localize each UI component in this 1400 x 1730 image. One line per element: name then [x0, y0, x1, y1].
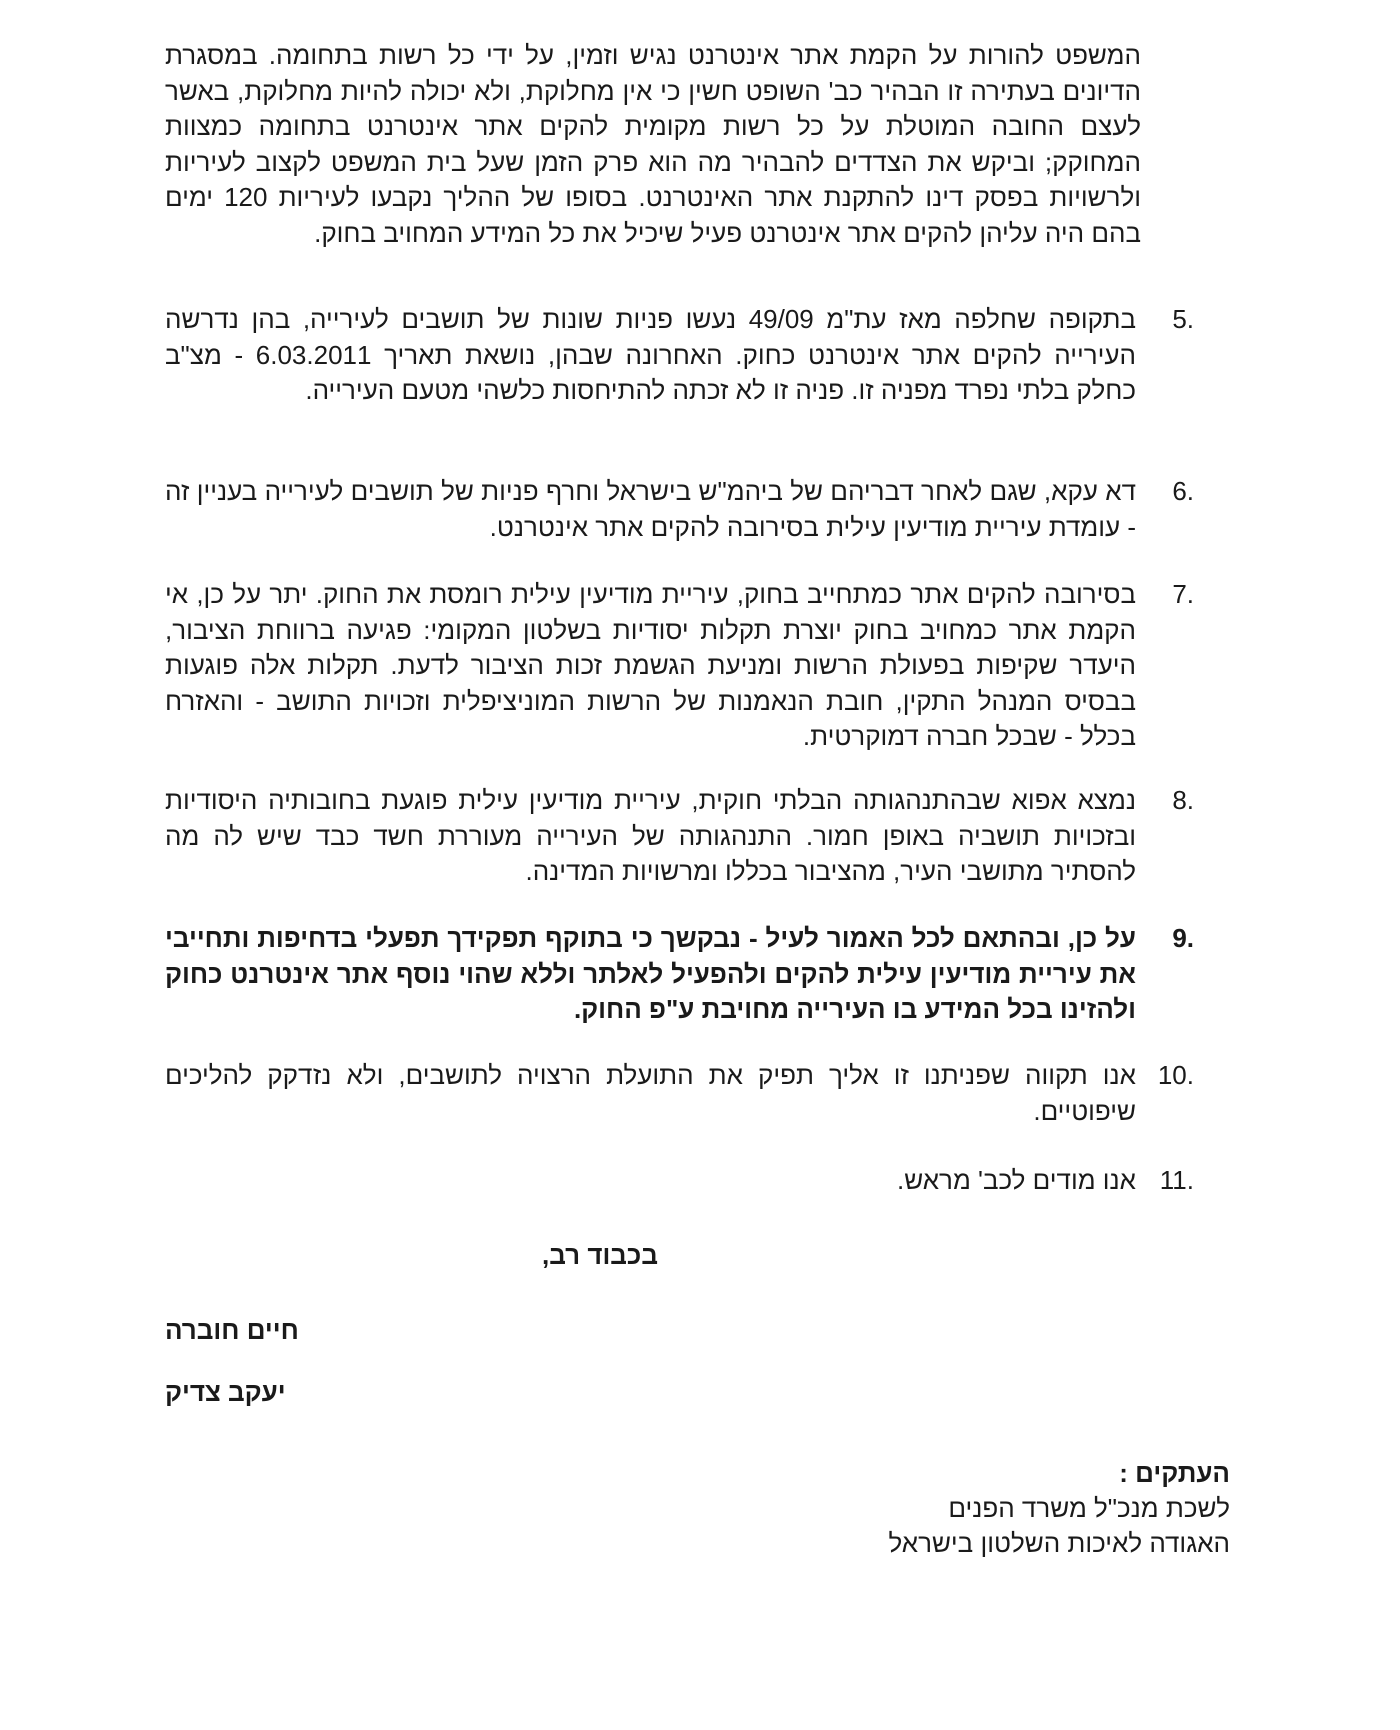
- item-text: בתקופה שחלפה מאז עת"מ 49/09 נעשו פניות שונות של תושבים לעירייה, בהן נדרשה העירייה להקים אתר אינטרנט כחוק. האחרונה שבהן, נושאת תאריך 6.03.2011 - מצ"ב כחלק בלתי נפרד מפניה זו. פניה זו לא זכתה להתיחסות כלשהי מטעם העירייה.: [165, 304, 1136, 405]
- item-text: בסירובה להקים אתר כמתחייב בחוק, עיריית מודיעין עילית רומסת את החוק. יתר על כן, אי הקמת אתר כמחויב בחוק יוצרת תקלות יסודיות בשלטון המקומי: פגיעה ברווחת הציבור, היעדר שקיפות בפעולת הרשות ומניעת הגשמת זכות הציבור לדעת. תקלות אלה פוגעות בבסיס המנהל התקין, חובת הנאמנות של הרשות המוניציפלית וזכויות התושב - והאזרח בכלל - שבכל חברה דמוקרטית.: [165, 579, 1136, 751]
- signer-name: חיים חוברה: [165, 1315, 299, 1345]
- item-number: 9.: [1172, 923, 1194, 953]
- item-number: 5.: [1172, 304, 1194, 334]
- item-text: נמצא אפוא שבהתנהגותה הבלתי חוקית, עיריית מודיעין עילית פוגעת בחובותיה היסודיות ובזכויות תושביה באופן חמור. התנהגותה של העירייה מעוררת חשד כבד שיש לה מה להסתיר מתושבי העיר, מהציבור בכללו ומרשויות המדינה.: [165, 785, 1136, 886]
- item-text: על כן, ובהתאם לכל האמור לעיל - נבקשך כי בתוקף תפקידך תפעלי בדחיפות ותחייבי את עיריית מודיעין עילית להקים ולהפעיל לאלתר וללא שהוי נוסף אתר אינטרנט כחוק ולהזינו בכל המידע בו העירייה מחויבת ע"פ החוק.: [165, 923, 1136, 1024]
- item-text: אנו תקווה שפניתנו זו אליך תפיק את התועלת הרצויה לתושבים, ולא נזדקק להליכים שיפוטיים.: [165, 1060, 1136, 1126]
- item-number: 6.: [1172, 476, 1194, 506]
- copy-recipient: האגודה לאיכות השלטון בישראל: [888, 1528, 1230, 1558]
- item-number: 10.: [1157, 1060, 1194, 1090]
- signer-name: יעקב צדיק: [165, 1377, 286, 1407]
- item-number: 8.: [1172, 785, 1194, 815]
- copy-recipient: לשכת מנכ"ל משרד הפנים: [948, 1493, 1230, 1523]
- item-number: 11.: [1159, 1165, 1194, 1195]
- item-text: דא עקא, שגם לאחר דבריהם של ביהמ"ש בישראל וחרף פניות של תושבים לעירייה בעניין זה - עומדת עיריית מודיעין עילית בסירובה להקים אתר אינטרנט.: [165, 476, 1136, 542]
- copies-title: העתקים :: [1119, 1458, 1230, 1488]
- item-number: 7.: [1172, 579, 1194, 609]
- intro-paragraph: המשפט להורות על הקמת אתר אינטרנט נגיש וזמין, על ידי כל רשות בתחומה. במסגרת הדיונים בעתירה זו הבהיר כב' השופט חשין כי אין מחלוקת, ולא יכולה להיות מחלוקת, באשר לעצם החובה המוטלת על כל רשות מקומית להקים אתר אינטרנט בתחומה כמצוות המחוקק; וביקש את הצדדים להבהיר מה הוא פרק הזמן שעל בית המשפט לקצוב לעיריות ולרשויות בפסק דינו להתקנת אתר האינטרנט. בסופו של ההליך נקבעו לעיריות 120 ימים בהם היה עליהן להקים אתר אינטרנט פעיל שיכיל את כל המידע המחויב בחוק.: [165, 40, 1141, 248]
- item-text: אנו מודים לכב' מראש.: [897, 1165, 1136, 1195]
- copies-section: [800, 1456, 1230, 1561]
- closing-greeting: בכבוד רב,: [542, 1240, 658, 1270]
